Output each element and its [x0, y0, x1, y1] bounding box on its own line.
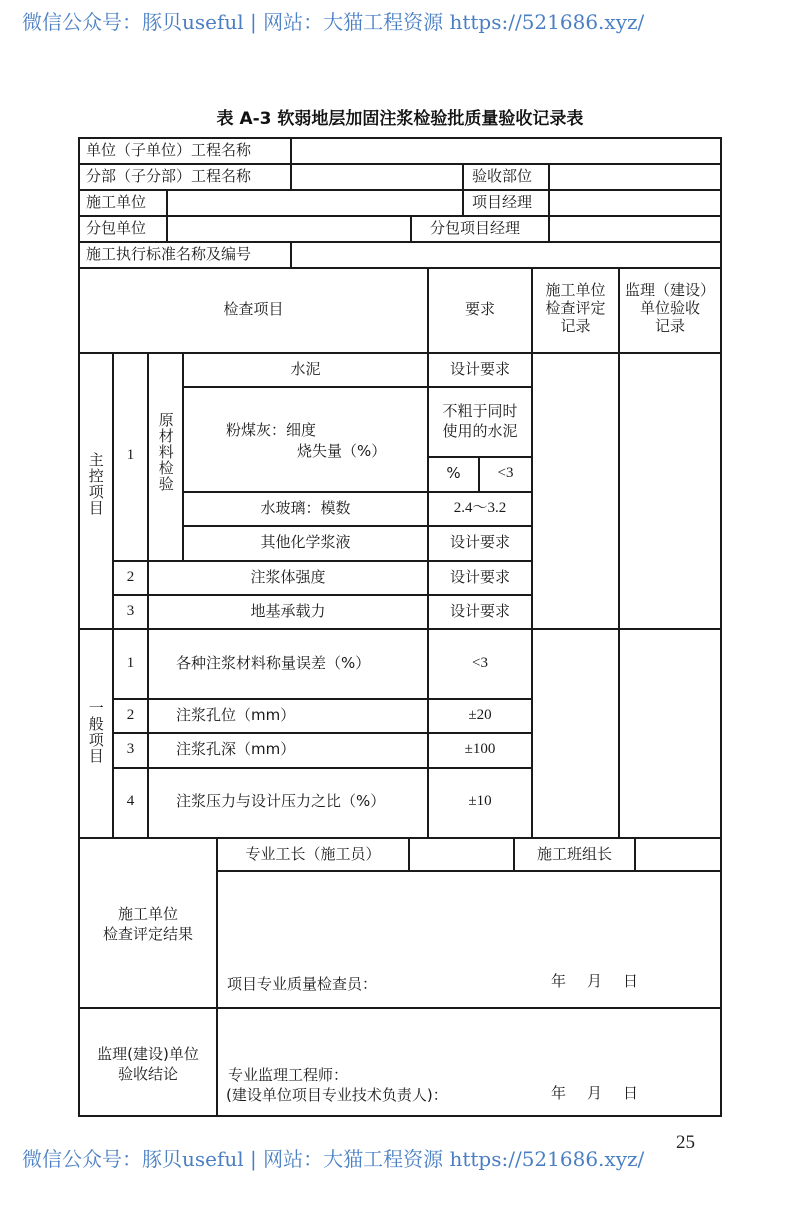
header-check-item: 检查项目: [223, 300, 284, 318]
label-line: 监理(建设)单位: [97, 1045, 199, 1063]
header-line: 单位验收: [639, 299, 700, 317]
divider: [182, 386, 531, 388]
label-supervising-engineer: 专业监理工程师：: [228, 1066, 349, 1084]
date-supervisor: 年 月 日: [551, 1084, 642, 1102]
item-number: 2: [126, 707, 135, 723]
page-title: 表 A-3 软弱地层加固注浆检验批质量验收记录表: [216, 109, 584, 129]
divider: [112, 594, 531, 596]
header-requirement: 要求: [464, 300, 495, 318]
field-contractor-result[interactable]: [218, 872, 720, 967]
req-water-glass: 2.4～3.2: [453, 500, 507, 516]
divider: [112, 732, 531, 734]
supervisor-result-label: [80, 1044, 216, 1085]
divider: [462, 163, 464, 215]
field-project-manager[interactable]: [550, 191, 720, 215]
item-pressure-ratio: 注浆压力与设计压力之比（%）: [176, 792, 386, 810]
divider: [182, 525, 531, 527]
req-other-chemical: 设计要求: [449, 533, 510, 551]
field-standard-name[interactable]: [292, 243, 720, 267]
watermark-bottom: 微信公众号：豚贝useful | 网站：大猫工程资源 https://521686.xyz/: [22, 1147, 645, 1171]
date-contractor: 年 月 日: [551, 972, 642, 990]
field-sub-project-name[interactable]: [292, 165, 462, 189]
divider: [182, 491, 531, 493]
item-hole-depth: 注浆孔深（mm）: [176, 740, 296, 758]
field-subcontractor[interactable]: [168, 217, 410, 241]
item-number: 3: [126, 603, 135, 619]
table-border-left: [78, 137, 80, 1117]
req-hole-depth: ±100: [464, 741, 496, 757]
item-fly-ash-loss: 烧失量（%）: [297, 442, 387, 460]
table-border-bottom: [78, 1115, 722, 1117]
page-number: 25: [676, 1132, 695, 1153]
label-sub-project-name: 分部（子分部）工程名称: [86, 167, 252, 185]
divider: [112, 767, 531, 769]
field-construction-unit[interactable]: [168, 191, 462, 215]
field-foreman[interactable]: [410, 839, 513, 870]
item-water-glass: 水玻璃：模数: [260, 499, 351, 517]
item-fly-ash-fineness: 粉煤灰：细度: [226, 421, 317, 439]
header-line: 记录: [560, 317, 591, 335]
req-fly-ash-value: <3: [497, 465, 514, 481]
header-contractor-record: [533, 281, 618, 335]
req-hole-position: ±20: [468, 707, 492, 723]
req-fly-ash-unit: %: [446, 464, 461, 482]
item-number: 1: [126, 447, 135, 463]
item-number: 1: [126, 655, 135, 671]
raw-material-label: 原材料检验: [156, 412, 175, 492]
label-acceptance-location: 验收部位: [472, 167, 533, 185]
table-border-right: [720, 137, 722, 1117]
header-line: 记录: [654, 317, 685, 335]
req-bearing-capacity: 设计要求: [449, 602, 510, 620]
req-fly-ash: [429, 402, 531, 441]
label-team-leader: 施工班组长: [536, 845, 612, 863]
header-line: 施工单位: [545, 281, 606, 299]
label-foreman: 专业工长（施工员）: [245, 845, 381, 863]
item-number: 4: [126, 793, 135, 809]
item-number: 3: [126, 741, 135, 757]
divider: [182, 352, 184, 560]
field-supervisor-result[interactable]: [218, 1009, 720, 1059]
header-supervisor-record: [620, 281, 720, 335]
label-subcontractor: 分包单位: [86, 219, 147, 237]
field-unit-project-name[interactable]: [292, 139, 720, 163]
divider: [112, 560, 531, 562]
general-label: 一般项目: [86, 700, 105, 764]
item-bearing-capacity: 地基承载力: [250, 602, 326, 620]
watermark-top: 微信公众号：豚贝useful | 网站：大猫工程资源 https://521686.xyz/: [22, 10, 645, 34]
label-unit-project-name: 单位（子单位）工程名称: [86, 141, 252, 159]
field-team-leader[interactable]: [636, 839, 720, 870]
req-cement: 设计要求: [449, 360, 510, 378]
field-acceptance-location[interactable]: [550, 165, 720, 189]
field-sub-project-manager[interactable]: [550, 217, 720, 241]
item-number: 2: [126, 569, 135, 585]
label-quality-inspector: 项目专业质量检查员：: [227, 975, 378, 993]
item-grout-strength: 注浆体强度: [250, 568, 326, 586]
label-line: 施工单位: [117, 905, 178, 923]
divider: [78, 267, 722, 269]
main-control-label: 主控项目: [86, 452, 105, 516]
header-line: 监理（建设）: [624, 281, 715, 299]
label-line: 检查评定结果: [102, 924, 193, 943]
header-line: 检查评定: [545, 299, 606, 317]
req-grout-strength: 设计要求: [449, 568, 510, 586]
divider: [112, 698, 531, 700]
label-sub-project-manager: 分包项目经理: [430, 219, 521, 237]
contractor-record-cells[interactable]: [533, 354, 618, 837]
item-hole-position: 注浆孔位（mm）: [176, 706, 296, 724]
item-other-chemical: 其他化学浆液: [260, 533, 351, 551]
req-weighing-error: <3: [472, 655, 488, 671]
item-weighing-error: 各种注浆材料称量误差（%）: [176, 654, 371, 672]
divider: [410, 215, 412, 241]
req-line: 使用的水泥: [442, 421, 518, 440]
label-standard-name: 施工执行标准名称及编号: [86, 245, 252, 263]
supervisor-record-cells[interactable]: [620, 354, 720, 837]
label-construction-unit: 施工单位: [86, 193, 147, 211]
label-owner-representative: (建设单位项目专业技术负责人)：: [226, 1086, 448, 1104]
label-project-manager: 项目经理: [472, 193, 533, 211]
divider: [78, 837, 722, 839]
item-cement: 水泥: [290, 360, 321, 378]
label-line: 验收结论: [117, 1065, 178, 1084]
contractor-result-label: [80, 905, 216, 944]
req-pressure-ratio: ±10: [468, 793, 492, 809]
req-line: 不粗于同时: [442, 402, 518, 420]
